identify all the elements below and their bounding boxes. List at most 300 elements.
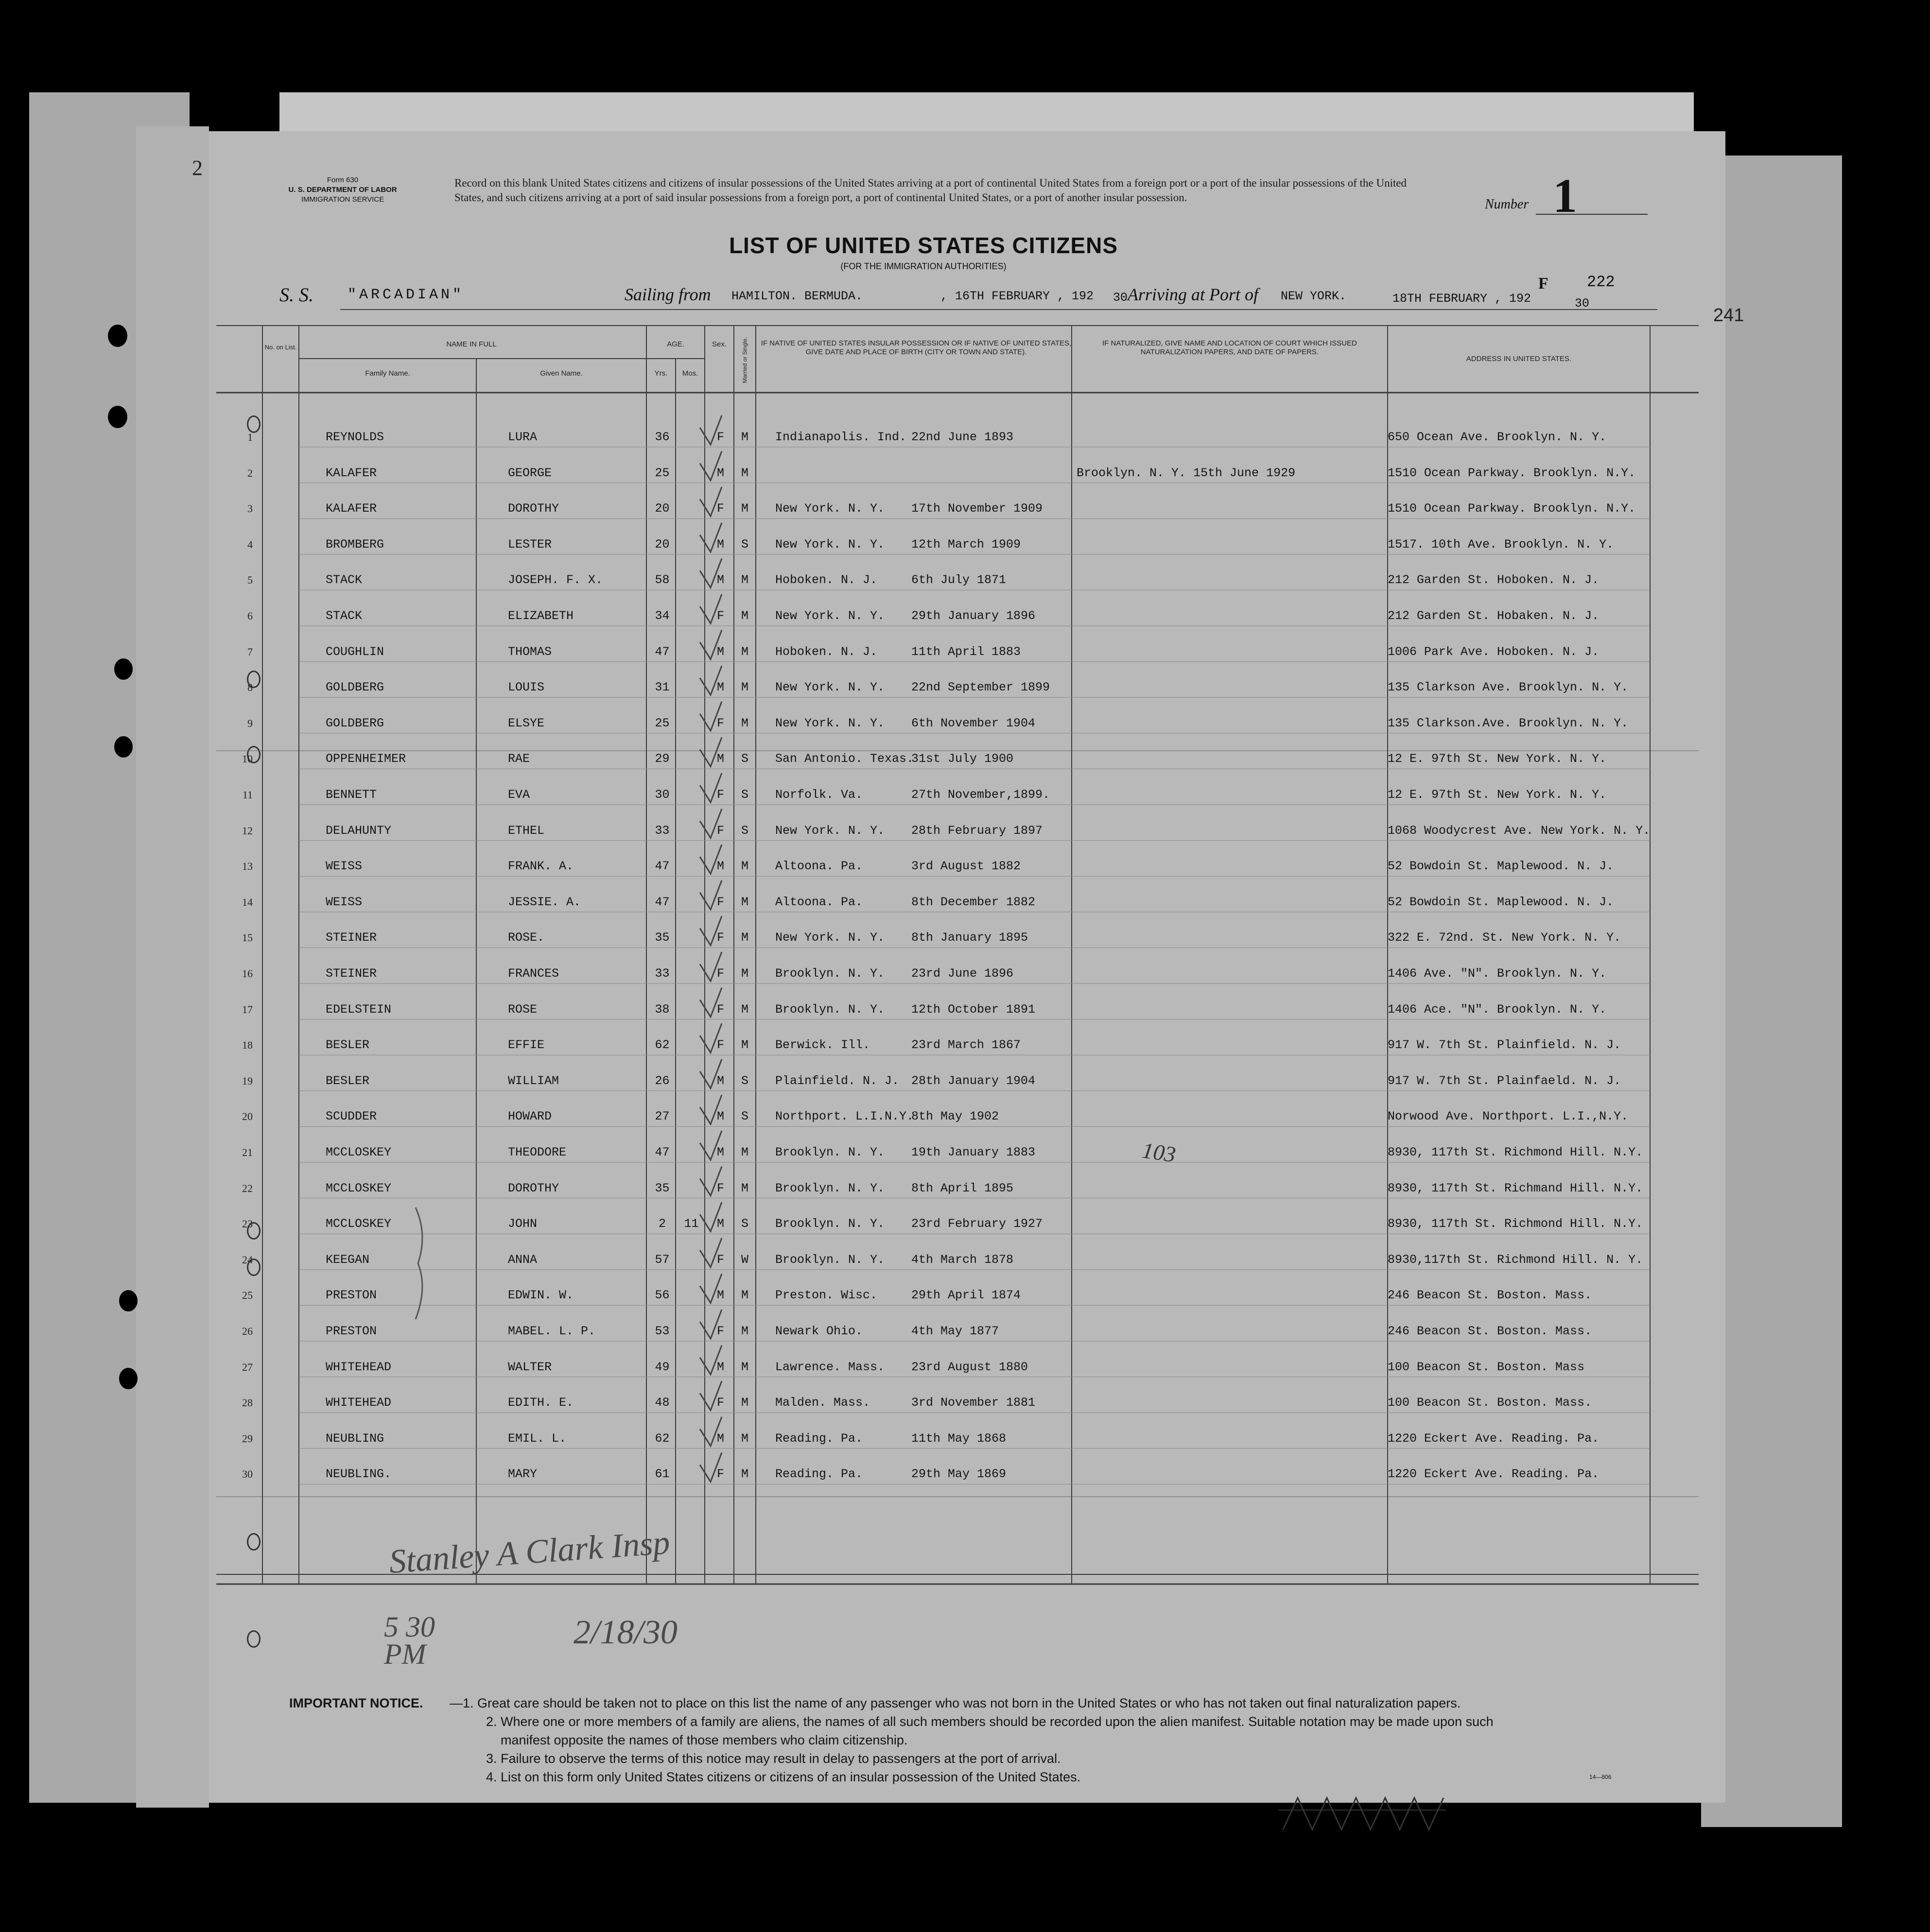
cell-addr: 650 Ocean Ave. Brooklyn. N. Y.	[1388, 430, 1607, 444]
cell-place: New York. N. Y.	[775, 501, 885, 516]
cell-ms: S	[741, 752, 748, 766]
cell-no: 27	[242, 1361, 253, 1373]
cell-no: 18	[242, 1039, 253, 1052]
cell-date: 8th April 1895	[911, 1181, 1014, 1195]
notice-item-2b: manifest opposite the names of those members who claim citizenship.	[501, 1733, 908, 1747]
cell-sex: F	[716, 931, 724, 945]
cell-given: HOWARD	[508, 1109, 552, 1124]
cell-date: 23rd June 1896	[911, 966, 1014, 981]
cell-given: WILLIAM	[508, 1073, 559, 1088]
cell-ms: S	[741, 1217, 748, 1231]
cell-ms: M	[741, 716, 748, 730]
cell-addr: 135 Clarkson Ave. Brooklyn. N. Y.	[1388, 680, 1629, 695]
cell-place: Altoona. Pa.	[775, 895, 863, 909]
cell-place: Northport. L.I.N.Y.	[775, 1109, 914, 1124]
cell-given: DOROTHY	[508, 1181, 559, 1195]
cell-addr: 246 Beacon St. Boston. Mass.	[1388, 1288, 1592, 1303]
form-instructions: Record on this blank United States citizens and citizens of insular possessions of the United States arriving at a port of continental United States from a foreign port or a port of the insular possessions of the United States, and such citizens arriving at a port of said insular possessions from a foreign port, a port of continental United States, or a port of another insular possession.	[454, 177, 1407, 204]
cell-ms: M	[741, 966, 748, 981]
list-number: 1	[1553, 169, 1577, 223]
cell-date: 3rd November 1881	[911, 1396, 1036, 1410]
cell-given: ELSYE	[508, 716, 545, 730]
cell-date: 27th November,1899.	[911, 788, 1050, 802]
cell-place: San Antonio. Texas.	[775, 752, 914, 766]
header-naturalized: IF NATURALIZED, GIVE NAME AND LOCATION OF COURT WHICH ISSUED NATURALIZATION PAPERS, AND DATE OF PAPERS.	[1102, 339, 1357, 356]
cell-addr: 322 E. 72nd. St. New York. N. Y.	[1388, 931, 1621, 945]
page-letter: F	[1538, 275, 1548, 293]
notice-item-3: 3. Failure to observe the terms of this notice may result in delay to passengers at the port of arrival.	[486, 1751, 1061, 1766]
cell-sex: M	[716, 859, 724, 874]
cell-no: 4	[247, 538, 253, 551]
cell-ms: M	[741, 1181, 748, 1195]
cell-no: 3	[247, 502, 253, 515]
cell-place: Malden. Mass.	[775, 1396, 870, 1410]
cell-ms: M	[741, 501, 748, 516]
header-no: No. on List.	[264, 344, 297, 351]
header-family-name: Family Name.	[365, 369, 410, 378]
cell-given: JESSIE. A.	[508, 895, 581, 909]
cell-ms: S	[741, 1109, 748, 1124]
cell-yrs: 56	[655, 1288, 670, 1303]
cell-no: 21	[242, 1146, 253, 1158]
cell-place: Brooklyn. N. Y.	[775, 1145, 885, 1159]
cell-no: 28	[242, 1397, 253, 1409]
cell-yrs: 62	[655, 1431, 670, 1446]
cell-sex: M	[716, 680, 724, 695]
header-mos: Mos.	[682, 369, 698, 378]
cell-family: BESLER	[326, 1038, 370, 1052]
cell-sex: F	[716, 501, 724, 516]
cell-place: Reading. Pa.	[775, 1467, 863, 1482]
inspector-signature: Stanley A Clark Insp	[387, 1523, 671, 1581]
cell-sex: F	[716, 895, 724, 909]
arrival-port: NEW YORK.	[1281, 289, 1347, 303]
cell-yrs: 35	[655, 1181, 670, 1195]
cell-addr: 1510 Ocean Parkway. Brooklyn. N.Y.	[1388, 466, 1636, 480]
cell-family: MCCLOSKEY	[326, 1181, 392, 1195]
cancel-scribble	[1283, 1798, 1443, 1829]
cell-sex: F	[716, 1396, 724, 1410]
list-title: LIST OF UNITED STATES CITIZENS	[729, 233, 1118, 258]
cell-addr: 1517. 10th Ave. Brooklyn. N. Y.	[1388, 537, 1614, 552]
cell-no: 15	[242, 932, 253, 944]
cell-no: 22	[242, 1182, 253, 1194]
cell-addr: 8930,117th St. Richmond Hill. N. Y.	[1388, 1252, 1643, 1267]
cell-date: 22nd June 1893	[911, 430, 1014, 444]
cell-ms: M	[741, 680, 748, 695]
cell-no: 13	[242, 860, 253, 873]
cell-ms: M	[741, 1038, 748, 1052]
page-ref: 222	[1587, 273, 1615, 291]
cell-ms: S	[741, 788, 748, 802]
cell-yrs: 33	[655, 966, 670, 981]
cell-family: KALAFER	[326, 466, 377, 480]
header-sex: Sex.	[712, 340, 727, 348]
cell-sex: M	[716, 1431, 724, 1446]
cell-place: Hoboken. N. J.	[775, 573, 878, 587]
cell-place: Brooklyn. N. Y.	[775, 1002, 885, 1017]
cell-given: RAE	[508, 752, 530, 766]
cell-yrs: 53	[655, 1324, 670, 1338]
cell-no: 6	[247, 610, 253, 622]
cell-given: JOHN	[508, 1217, 538, 1231]
cell-yrs: 62	[655, 1038, 670, 1052]
ship-name: "ARCADIAN"	[348, 287, 465, 303]
cell-date: 17th November 1909	[911, 501, 1043, 516]
sailing-from: HAMILTON. BERMUDA.	[731, 289, 863, 303]
notice-item-4: 4. List on this form only United States citizens or citizens of an insular possession of the United States.	[486, 1770, 1081, 1784]
cell-sex: F	[716, 1181, 724, 1195]
cell-date: 19th January 1883	[911, 1145, 1036, 1159]
cell-no: 29	[242, 1432, 253, 1445]
cell-given: ANNA	[508, 1252, 538, 1267]
mid-number-annotation: 103	[1140, 1138, 1178, 1167]
cell-addr: 8930, 117th St. Richmand Hill. N.Y.	[1388, 1181, 1643, 1195]
cell-sex: F	[716, 1038, 724, 1052]
cell-no: 14	[242, 896, 253, 908]
arriving-label: Arriving at Port of	[1128, 285, 1258, 304]
cell-sex: F	[716, 1467, 724, 1482]
cell-addr: 1220 Eckert Ave. Reading. Pa.	[1388, 1467, 1600, 1482]
cell-date: 4th March 1878	[911, 1252, 1014, 1267]
cell-ms: M	[741, 1431, 748, 1446]
cell-addr: 12 E. 97th St. New York. N. Y.	[1388, 752, 1607, 766]
cell-addr: 12 E. 97th St. New York. N. Y.	[1388, 788, 1607, 802]
cell-yrs: 20	[655, 501, 670, 516]
cell-sex: F	[716, 1002, 724, 1017]
header-yrs: Yrs.	[654, 369, 668, 378]
cell-date: 23rd August 1880	[911, 1360, 1028, 1374]
cell-ms: M	[741, 609, 748, 623]
cell-given: ROSE	[508, 1002, 538, 1017]
cell-place: Altoona. Pa.	[775, 859, 863, 874]
cell-family: DELAHUNTY	[326, 823, 392, 838]
cell-sex: M	[716, 1288, 724, 1303]
cell-family: MCCLOSKEY	[326, 1145, 392, 1159]
side-number: 241	[1713, 305, 1744, 326]
cell-place: Brooklyn. N. Y.	[775, 1252, 885, 1267]
cell-family: EDELSTEIN	[326, 1002, 392, 1017]
cell-ms: S	[741, 823, 748, 838]
cell-date: 12th March 1909	[911, 537, 1021, 552]
cell-yrs: 57	[655, 1252, 670, 1267]
cell-yrs: 20	[655, 537, 670, 552]
cell-no: 16	[242, 967, 253, 980]
cell-addr: 8930, 117th St. Richmond Hill. N.Y.	[1388, 1217, 1643, 1231]
cell-given: THEODORE	[508, 1145, 567, 1159]
cell-addr: 917 W. 7th St. Plainfaeld. N. J.	[1388, 1073, 1621, 1088]
cell-sex: F	[716, 430, 724, 444]
sailing-date: , 16TH FEBRUARY , 192	[940, 289, 1094, 303]
cell-place: Hoboken. N. J.	[775, 644, 878, 659]
cell-ms: M	[741, 931, 748, 945]
cell-no: 17	[242, 1003, 253, 1016]
cell-given: FRANCES	[508, 966, 559, 981]
cell-no: 10	[242, 753, 253, 765]
cell-addr: 52 Bowdoin St. Maplewood. N. J.	[1388, 895, 1614, 909]
cell-family: STEINER	[326, 966, 377, 981]
print-code: 14—806	[1589, 1774, 1612, 1780]
cell-ms: M	[741, 859, 748, 874]
cell-yrs: 38	[655, 1002, 670, 1017]
cell-sex: M	[716, 644, 724, 659]
cell-no: 2	[247, 466, 253, 479]
cell-no: 7	[247, 645, 253, 658]
cell-addr: 1406 Ave. "N". Brooklyn. N. Y.	[1388, 966, 1607, 981]
notice-item-1: —1. Great care should be taken not to place on this list the name of any passenger who was not born in the United States or who has not taken out final naturalization papers.	[450, 1696, 1461, 1710]
cell-date: 12th October 1891	[911, 1002, 1036, 1017]
cell-yrs: 2	[658, 1217, 666, 1231]
cell-addr: 917 W. 7th St. Plainfield. N. J.	[1388, 1038, 1621, 1052]
cell-sex: F	[716, 823, 724, 838]
cell-sex: M	[716, 1073, 724, 1088]
cell-ms: M	[741, 644, 748, 659]
cell-no: 1	[247, 431, 253, 443]
cell-yrs: 35	[655, 931, 670, 945]
cell-family: BESLER	[326, 1073, 370, 1088]
cell-given: WALTER	[508, 1360, 552, 1374]
cell-no: 11	[242, 789, 253, 801]
cell-family: PRESTON	[326, 1288, 377, 1303]
cell-mos: 11	[684, 1217, 699, 1231]
cell-sex: F	[716, 716, 724, 730]
cell-family: WHITEHEAD	[326, 1360, 392, 1374]
cell-yrs: 27	[655, 1109, 670, 1124]
cell-sex: M	[716, 1145, 724, 1159]
cell-ms: M	[741, 1145, 748, 1159]
form-number: Form 630	[327, 176, 359, 184]
cell-date: 23rd March 1867	[911, 1038, 1021, 1052]
cell-yrs: 31	[655, 680, 670, 695]
cell-yrs: 47	[655, 859, 670, 874]
cell-no: 8	[247, 681, 253, 694]
cell-date: 28th February 1897	[911, 823, 1043, 838]
cell-ms: M	[741, 1360, 748, 1374]
cell-addr: 1220 Eckert Ave. Reading. Pa.	[1388, 1431, 1600, 1446]
cell-given: EDITH. E.	[508, 1396, 574, 1410]
ss-label: S. S.	[279, 284, 313, 306]
cell-yrs: 49	[655, 1360, 670, 1374]
margin-number: 2	[192, 156, 203, 180]
cell-sex: M	[716, 1109, 724, 1124]
cell-yrs: 30	[655, 788, 670, 802]
family-brace	[416, 1208, 422, 1319]
cell-no: 19	[242, 1074, 253, 1087]
number-label: Number	[1485, 197, 1529, 212]
cell-date: 11th May 1868	[911, 1431, 1007, 1446]
cell-place: Indianapolis. Ind.	[775, 430, 907, 444]
cell-addr: 135 Clarkson.Ave. Brooklyn. N. Y.	[1388, 716, 1629, 730]
cell-sex: M	[716, 466, 724, 480]
cell-no: 20	[242, 1110, 253, 1123]
cell-sex: M	[716, 1360, 724, 1374]
cell-family: BENNETT	[326, 788, 377, 802]
cell-family: NEUBLING	[326, 1431, 384, 1446]
cell-date: 8th December 1882	[911, 895, 1036, 909]
cell-yrs: 34	[655, 609, 670, 623]
cell-sex: M	[716, 537, 724, 552]
cell-ms: M	[741, 430, 748, 444]
cell-place: Brooklyn. N. Y.	[775, 1181, 885, 1195]
cell-ms: W	[741, 1252, 748, 1267]
header-age: AGE.	[667, 340, 684, 348]
department: U. S. DEPARTMENT OF LABOR	[288, 186, 397, 194]
cell-family: WHITEHEAD	[326, 1396, 392, 1410]
cell-no: 23	[242, 1218, 253, 1230]
cell-family: COUGHLIN	[326, 644, 384, 659]
cell-family: STEINER	[326, 931, 377, 945]
cell-ms: M	[741, 1396, 748, 1410]
cell-family: OPPENHEIMER	[326, 752, 406, 766]
time-annotation: 5 30 PM	[384, 1611, 435, 1670]
cell-given: FRANK. A.	[508, 859, 574, 874]
cell-no: 25	[242, 1289, 253, 1302]
header-married-text: Married or Single.	[741, 337, 748, 383]
cell-ms: S	[741, 537, 748, 552]
cell-place: Lawrence. Mass.	[775, 1360, 885, 1374]
header-given-name: Given Name.	[540, 369, 583, 378]
header-address: ADDRESS IN UNITED STATES.	[1466, 355, 1572, 363]
cell-yrs: 47	[655, 1145, 670, 1159]
cell-given: ELIZABETH	[508, 609, 574, 623]
cell-yrs: 58	[655, 573, 670, 587]
cell-addr: 1406 Ace. "N". Brooklyn. N. Y.	[1388, 1002, 1607, 1017]
cell-addr: 1006 Park Ave. Hoboken. N. J.	[1388, 644, 1600, 659]
cell-yrs: 26	[655, 1073, 670, 1088]
cell-place: Reading. Pa.	[775, 1431, 863, 1446]
cell-date: 29th May 1869	[911, 1467, 1007, 1482]
cell-given: ETHEL	[508, 823, 545, 838]
cell-date: 29th January 1896	[911, 609, 1036, 623]
cell-addr: 212 Garden St. Hobaken. N. J.	[1388, 609, 1600, 623]
header-name-in-full: NAME IN FULL	[446, 340, 497, 348]
cell-addr: 1510 Ocean Parkway. Brooklyn. N.Y.	[1388, 501, 1636, 516]
cell-yrs: 25	[655, 716, 670, 730]
header-birth: IF NATIVE OF UNITED STATES INSULAR POSSESSION OR IF NATIVE OF UNITED STATES, GIVE DATE AND PLACE OF BIRTH (CITY OR TOWN AND STATE).	[761, 339, 1072, 356]
cell-no: 5	[247, 574, 253, 586]
cell-addr: 52 Bowdoin St. Maplewood. N. J.	[1388, 859, 1614, 874]
cell-sex: F	[716, 1252, 724, 1267]
cell-place: Norfolk. Va.	[775, 788, 863, 802]
cell-yrs: 33	[655, 823, 670, 838]
cell-addr: 8930, 117th St. Richmond Hill. N.Y.	[1388, 1145, 1643, 1159]
cell-date: 3rd August 1882	[911, 859, 1021, 874]
cell-place: New York. N. Y.	[775, 931, 885, 945]
cell-date: 11th April 1883	[911, 644, 1021, 659]
list-subtitle: (FOR THE IMMIGRATION AUTHORITIES)	[840, 261, 1007, 271]
cell-sex: F	[716, 788, 724, 802]
cell-family: KEEGAN	[326, 1252, 370, 1267]
cell-place: New York. N. Y.	[775, 680, 885, 695]
cell-ms: M	[741, 1002, 748, 1017]
cell-family: WEISS	[326, 859, 363, 874]
cell-place: Berwick. Ill.	[775, 1038, 870, 1052]
cell-given: LOUIS	[508, 680, 545, 695]
cell-family: STACK	[326, 573, 363, 587]
cell-no: 24	[242, 1253, 253, 1266]
cell-given: EVA	[508, 788, 530, 802]
cell-yrs: 47	[655, 895, 670, 909]
cell-yrs: 36	[655, 430, 670, 444]
notice-heading: IMPORTANT NOTICE.	[289, 1696, 423, 1710]
cell-yrs: 48	[655, 1396, 670, 1410]
cell-date: 6th November 1904	[911, 716, 1036, 730]
cell-sex: M	[716, 573, 724, 587]
cell-date: 28th January 1904	[911, 1073, 1036, 1088]
cell-date: 8th May 1902	[911, 1109, 999, 1124]
arrival-date: 18TH FEBRUARY , 192	[1392, 292, 1531, 306]
cell-addr: 1068 Woodycrest Ave. New York. N. Y.	[1388, 823, 1651, 838]
cell-given: JOSEPH. F. X.	[508, 573, 603, 587]
cell-given: LESTER	[508, 537, 552, 552]
notice-item-2: 2. Where one or more members of a family are aliens, the names of all such members should be recorded upon the alien manifest. Suitable notation may be made upon such	[486, 1714, 1494, 1729]
cell-nat: Brooklyn. N. Y. 15th June 1929	[1077, 466, 1296, 480]
cell-place: New York. N. Y.	[775, 823, 885, 838]
cell-ms: M	[741, 1467, 748, 1482]
cell-no: 12	[242, 824, 253, 837]
cell-addr: 100 Beacon St. Boston. Mass	[1388, 1360, 1585, 1374]
cell-family: WEISS	[326, 895, 363, 909]
cell-date: 6th July 1871	[911, 573, 1007, 587]
cell-addr: 212 Garden St. Hoboken. N. J.	[1388, 573, 1600, 587]
cell-family: SCUDDER	[326, 1109, 377, 1124]
cell-given: ROSE.	[508, 931, 545, 945]
cell-sex: M	[716, 1217, 724, 1231]
cell-addr: 246 Beacon St. Boston. Mass.	[1388, 1324, 1592, 1338]
cell-family: STACK	[326, 609, 363, 623]
cell-given: GEORGE	[508, 466, 552, 480]
arrival-year: 30	[1575, 296, 1590, 310]
cell-date: 29th April 1874	[911, 1288, 1021, 1303]
cell-no: 9	[247, 717, 253, 729]
immigration-service: IMMIGRATION SERVICE	[301, 195, 384, 204]
cell-date: 22nd September 1899	[911, 680, 1050, 695]
sailing-year: 30	[1113, 291, 1128, 305]
cell-family: GOLDBERG	[326, 680, 384, 695]
cell-place: Plainfield. N. J.	[775, 1073, 900, 1088]
cell-no: 30	[242, 1468, 253, 1481]
cell-date: 23rd February 1927	[911, 1217, 1043, 1231]
cell-place: New York. N. Y.	[775, 609, 885, 623]
cell-ms: M	[741, 1288, 748, 1303]
cell-family: NEUBLING.	[326, 1467, 392, 1482]
date-annotation: 2/18/30	[574, 1614, 678, 1651]
cell-yrs: 29	[655, 752, 670, 766]
cell-sex: F	[716, 609, 724, 623]
cell-place: Newark Ohio.	[775, 1324, 863, 1338]
cell-place: Brooklyn. N. Y.	[775, 1217, 885, 1231]
cell-ms: M	[741, 573, 748, 587]
cell-no: 26	[242, 1325, 253, 1337]
cell-sex: M	[716, 752, 724, 766]
cell-ms: M	[741, 895, 748, 909]
cell-place: New York. N. Y.	[775, 716, 885, 730]
cell-date: 8th January 1895	[911, 931, 1028, 945]
cell-ms: M	[741, 466, 748, 480]
cell-family: BROMBERG	[326, 537, 384, 552]
cell-family: PRESTON	[326, 1324, 377, 1338]
cell-family: KALAFER	[326, 501, 377, 516]
cell-given: EMIL. L.	[508, 1431, 567, 1446]
cell-yrs: 61	[655, 1467, 670, 1482]
cell-addr: Norwood Ave. Northport. L.I.,N.Y.	[1388, 1109, 1629, 1124]
cell-date: 4th May 1877	[911, 1324, 999, 1338]
cell-given: MARY	[508, 1467, 538, 1482]
cell-sex: F	[716, 1324, 724, 1338]
cell-given: MABEL. L. P.	[508, 1324, 596, 1338]
cell-given: EDWIN. W.	[508, 1288, 574, 1303]
cell-given: EFFIE	[508, 1038, 545, 1052]
